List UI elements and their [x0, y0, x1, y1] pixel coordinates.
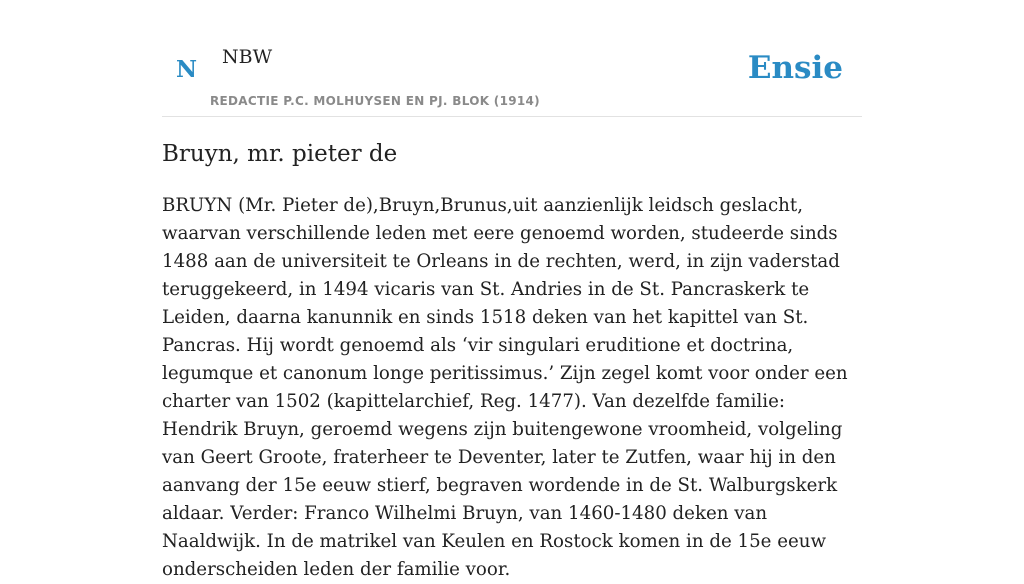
article-body: BRUYN (Mr. Pieter de),Bruyn,Brunus,uit aanzienlijk leidsch geslacht, waarvan verschillende leden met eere genoemd worden, studeerde sinds 1488 aan de universiteit te Orleans in de rechten, werd, in zijn vaderstad teruggekeerd, in 1494 vicaris van St. Andries in de St. Pancraskerk te Leiden, daarna kanunnik en sinds 1518 deken van het kapittel van St. Pancras. Hij wordt genoemd als ‘vir singulari eruditione et doctrina, legumque et canonum longe peritissimus.’ Zijn zegel komt voor onder een charter van 1502 (kapittelarchief, Reg. 1477). Van dezelfde familie: Hendrik Bruyn, geroemd wegens zijn buitengewone vroomheid, volgeling van Geert Groote, fraterheer te Deventer, later te Zutfen, waar hij in den aanvang der 15e eeuw stierf, begraven wordende in de St. Walburgskerk aldaar. Verder: Franco Wilhelmi Bruyn, van 1460-1480 deken van Naaldwijk. In de matrikel van Keulen en Rostock komen in de 15e eeuw onderscheiden leden der familie voor.: [162, 195, 848, 580]
source-name[interactable]: NBW: [222, 46, 273, 68]
ensie-logo[interactable]: Ensie: [747, 50, 843, 86]
site-header: [162, 0, 862, 117]
source-byline: REDACTIE P.C. MOLHUYSEN EN PJ. BLOK (1914): [210, 94, 540, 108]
nbw-logo[interactable]: N: [176, 56, 198, 83]
article-title: Bruyn, mr. pieter de: [162, 141, 398, 167]
